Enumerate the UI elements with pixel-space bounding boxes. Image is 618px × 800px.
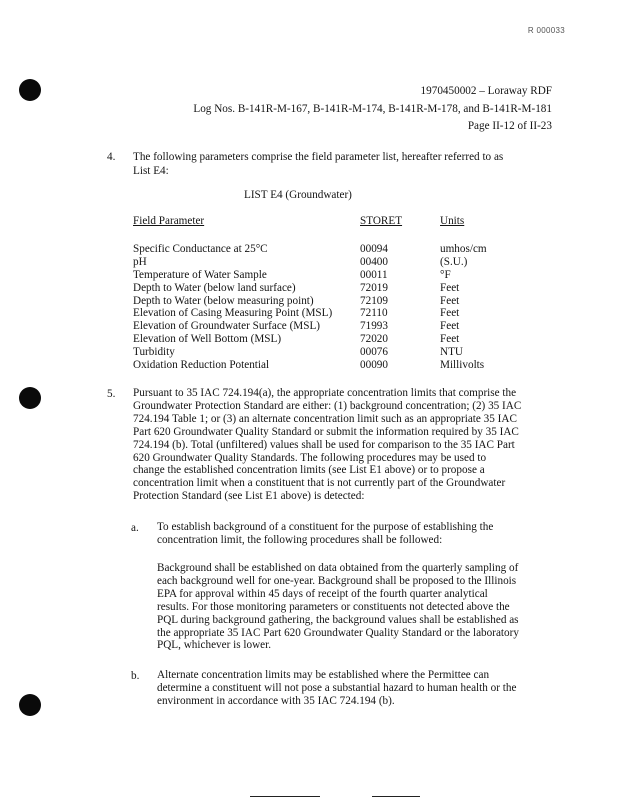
cell-units: °F	[440, 268, 451, 281]
background-line: the appropriate 35 IAC Part 620 Groundwater Quality Standard or the laboratory	[157, 626, 519, 639]
background-line: PQL, whichever is lower.	[157, 639, 272, 652]
footer-signature-line	[372, 796, 420, 797]
column-header-units: Units	[440, 215, 465, 227]
item-5-line: Groundwater Protection Standard are either: (1) background concentration; (2) 35 IAC	[133, 399, 522, 412]
cell-units: Feet	[440, 307, 460, 320]
cell-parameter: Oxidation Reduction Potential	[133, 359, 270, 372]
item-5-line: 724.194 (b). Total (unfiltered) values shall be used for comparison to the 35 IAC Part	[133, 438, 515, 451]
cell-storet: 00400	[360, 255, 388, 268]
header-log-numbers: Log Nos. B-141R-M-167, B-141R-M-174, B-141R-M-178, and B-141R-M-181	[193, 103, 552, 115]
cell-storet: 00094	[360, 243, 388, 255]
subitem-a-line: concentration limit, the following procedures shall be followed:	[157, 534, 443, 546]
cell-parameter: Depth to Water (below land surface)	[133, 281, 296, 294]
table-row	[133, 358, 553, 371]
item-4-line: The following parameters comprise the field parameter list, hereafter referred to as	[133, 151, 504, 163]
subitem-b-line: environment in accordance with 35 IAC 724.194 (b).	[157, 695, 395, 707]
cell-parameter: Elevation of Well Bottom (MSL)	[133, 333, 282, 346]
table-row	[133, 306, 553, 319]
field-parameter-table	[133, 214, 553, 371]
subitem-a-label: a.	[131, 522, 139, 534]
cell-units: Feet	[440, 333, 460, 346]
header-facility-line: 1970450002 – Loraway RDF	[420, 85, 552, 97]
binder-hole-middle	[19, 387, 41, 409]
table-row	[133, 345, 553, 358]
background-line: EPA for approval within 45 days of receipt of the fourth quarter analytical	[157, 587, 488, 600]
list-e4-title: LIST E4 (Groundwater)	[244, 189, 352, 201]
subitem-a-line: To establish background of a constituent for the purpose of establishing the	[157, 521, 494, 533]
cell-storet: 00011	[360, 268, 388, 281]
item-4-number: 4.	[107, 151, 116, 163]
cell-storet: 00076	[360, 346, 388, 359]
item-5-line: Protection Standard (see List E1 above) is detected:	[133, 490, 365, 503]
cell-storet: 00090	[360, 359, 388, 372]
cell-storet: 72020	[360, 333, 388, 346]
background-line: Background shall be established on data obtained from the quarterly sampling of	[157, 562, 519, 574]
cell-parameter: Specific Conductance at 25°C	[133, 243, 268, 255]
item-5-line: Part 620 Groundwater Quality Standard or submit the information required by 35 IAC	[133, 425, 519, 438]
cell-storet: 72109	[360, 294, 388, 307]
item-4-text	[133, 150, 553, 178]
item-5-line: 724.194 Table 1; or (3) an alternate concentration limit such as an appropriate 35 IAC	[133, 412, 517, 425]
background-line: each background well for one-year. Background shall be proposed to the Illinois	[157, 574, 517, 587]
cell-units: Feet	[440, 281, 460, 294]
cell-units: Feet	[440, 294, 460, 307]
subitem-b-label: b.	[131, 670, 140, 682]
background-line: PQL during background gathering, the background values shall be established as	[157, 613, 519, 626]
item-5-text	[133, 387, 553, 503]
background-line: results. For those monitoring parameters or constituents not detected above the	[157, 600, 510, 613]
subitem-b-line: Alternate concentration limits may be established where the Permittee can	[157, 669, 490, 681]
item-5-line: change the established concentration limits (see List E1 above) or to propose a	[133, 464, 485, 477]
cell-units: Feet	[440, 320, 460, 333]
column-header-storet: STORET	[360, 215, 403, 227]
table-row	[133, 268, 553, 281]
cell-units: Millivolts	[440, 359, 485, 372]
cell-parameter: pH	[133, 255, 147, 268]
bates-stamp: R 000033	[527, 26, 565, 35]
subitem-a-text	[157, 521, 547, 547]
column-header-field-parameter: Field Parameter	[133, 215, 205, 227]
subitem-b-text	[157, 669, 547, 708]
binder-hole-top	[19, 79, 41, 101]
cell-parameter: Depth to Water (below measuring point)	[133, 294, 314, 307]
item-5-line: Pursuant to 35 IAC 724.194(a), the appropriate concentration limits that comprise the	[133, 387, 517, 399]
cell-units: NTU	[440, 346, 463, 359]
header-page-number: Page II-12 of II-23	[467, 120, 552, 132]
cell-parameter: Elevation of Casing Measuring Point (MSL)	[133, 307, 333, 320]
cell-parameter: Turbidity	[133, 346, 175, 359]
cell-parameter: Elevation of Groundwater Surface (MSL)	[133, 320, 321, 333]
cell-units: umhos/cm	[440, 243, 487, 255]
table-row	[133, 281, 553, 294]
item-4-line: List E4:	[133, 165, 169, 177]
background-paragraph	[157, 562, 547, 652]
subitem-b-line: determine a constituent will not pose a substantial hazard to human health or the	[157, 682, 517, 694]
table-row	[133, 255, 553, 268]
table-row	[133, 319, 553, 332]
item-5-number: 5.	[107, 388, 116, 400]
table-row	[133, 294, 553, 307]
footer-signature-line	[250, 796, 320, 797]
cell-parameter: Temperature of Water Sample	[133, 268, 267, 281]
table-header-row	[133, 214, 553, 242]
cell-storet: 71993	[360, 320, 388, 333]
item-5-line: concentration limit when a constituent that is not currently part of the Groundwater	[133, 477, 506, 490]
cell-storet: 72110	[360, 307, 388, 320]
table-row	[133, 332, 553, 345]
item-5-line: 620 Groundwater Quality Standards. The following procedures may be used to	[133, 451, 487, 464]
cell-storet: 72019	[360, 281, 388, 294]
binder-hole-bottom	[19, 694, 41, 716]
table-row	[133, 242, 553, 255]
cell-units: (S.U.)	[440, 255, 468, 268]
